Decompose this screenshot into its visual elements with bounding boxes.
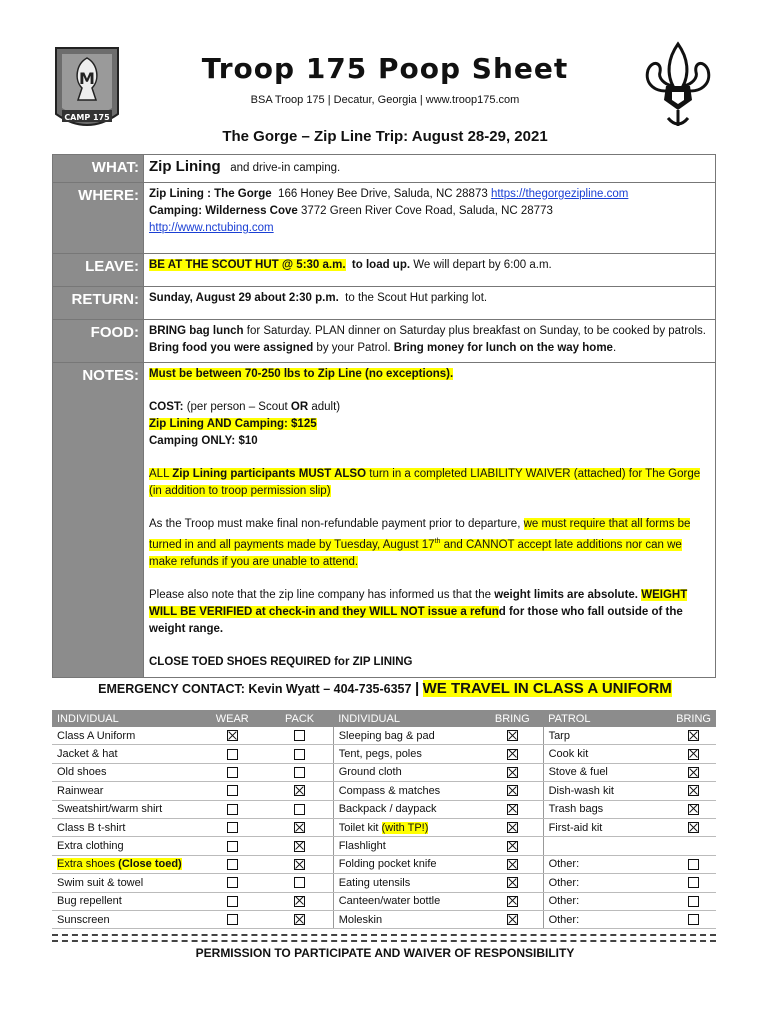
food-t3: .	[612, 342, 617, 354]
col-individual-2: INDIVIDUAL	[333, 710, 481, 727]
camping-name: Camping: Wilderness Cove	[149, 205, 298, 217]
item-label: Moleskin	[338, 913, 383, 926]
table-row	[52, 763, 716, 781]
food-t2: by your Patrol.	[316, 342, 391, 354]
bring-checkbox[interactable]	[507, 749, 518, 760]
cost-label: COST:	[149, 401, 184, 413]
bring-cell	[482, 800, 544, 818]
wear-checkbox[interactable]	[227, 841, 238, 852]
wear-checkbox[interactable]	[227, 785, 238, 796]
bring-cell	[482, 892, 544, 910]
wear-cell	[199, 837, 266, 855]
individual-item-2	[333, 818, 481, 836]
gorge-address: 166 Honey Bee Drive, Saluda, NC 28873	[278, 188, 488, 200]
bring-cell	[482, 910, 544, 928]
patrol-item	[543, 745, 671, 763]
patrol-bring-cell	[671, 763, 716, 781]
patrol-item	[543, 727, 671, 745]
camping-address: 3772 Green River Cove Road, Saluda, NC 28773	[301, 205, 553, 217]
wear-checkbox[interactable]	[227, 822, 238, 833]
limit-b: weight limits are absolute.	[494, 588, 639, 601]
price-zip-camping: Zip Lining AND Camping: $125	[149, 418, 317, 430]
waiver-a: ALL	[149, 468, 170, 480]
patrol-bring-cell	[671, 910, 716, 928]
wear-checkbox[interactable]	[227, 804, 238, 815]
wear-cell	[199, 800, 266, 818]
pack-cell	[266, 745, 333, 763]
waiver-b: Zip Lining participants MUST ALSO	[172, 468, 367, 480]
patrol-bring-cell	[671, 745, 716, 763]
wear-checkbox[interactable]	[227, 877, 238, 888]
svg-text:M: M	[79, 69, 95, 88]
table-row	[52, 910, 716, 928]
patrol-item	[543, 763, 671, 781]
item-label: Flashlight	[338, 840, 386, 853]
what-label: WHAT:	[53, 155, 144, 183]
pack-cell	[266, 818, 333, 836]
pack-cell	[266, 837, 333, 855]
bring-cell	[482, 727, 544, 745]
bring-cell	[482, 855, 544, 873]
wear-checkbox[interactable]	[227, 767, 238, 778]
pack-cell	[266, 727, 333, 745]
where-label: WHERE:	[53, 183, 144, 254]
wear-cell	[199, 910, 266, 928]
wear-cell	[199, 727, 266, 745]
patrol-bring-checkbox[interactable]	[688, 785, 699, 796]
patrol-bring-checkbox[interactable]	[688, 859, 699, 870]
item-label: Tent, pegs, poles	[338, 748, 422, 761]
pack-cell	[266, 763, 333, 781]
item-label: Old shoes	[57, 766, 107, 779]
price-camping-only: Camping ONLY: $10	[149, 435, 258, 447]
bring-checkbox[interactable]	[507, 822, 518, 833]
payment-c: and CANNOT accept late additions nor can we make refunds if you are unable to attend.	[149, 538, 682, 568]
payment-sup: th	[434, 538, 441, 545]
pack-cell	[266, 874, 333, 892]
patrol-item	[543, 910, 671, 928]
food-t1: for Saturday. PLAN dinner on Saturday plus breakfast on Sunday, to be cooked by patrols.	[246, 325, 706, 337]
bring-cell	[482, 818, 544, 836]
notes-value	[144, 363, 716, 678]
pack-checkbox[interactable]	[294, 841, 305, 852]
packing-checklist	[52, 710, 716, 929]
individual-item	[52, 745, 199, 763]
pack-checkbox[interactable]	[294, 730, 305, 741]
individual-item-2	[333, 782, 481, 800]
col-individual: INDIVIDUAL	[52, 710, 199, 727]
patrol-bring-cell	[671, 855, 716, 873]
pack-checkbox[interactable]	[294, 914, 305, 925]
patrol-label: Trash bags	[548, 803, 604, 816]
item-label: Sunscreen	[57, 913, 110, 926]
item-label: Compass & matches	[338, 784, 441, 797]
page-title: Troop 175 Poop Sheet	[201, 52, 569, 85]
leave-label: LEAVE:	[53, 254, 144, 287]
item-note: (with TP!)	[381, 821, 429, 834]
patrol-bring-cell	[671, 837, 716, 855]
patrol-bring-checkbox[interactable]	[688, 804, 699, 815]
individual-item	[52, 892, 199, 910]
return-value	[144, 287, 716, 320]
patrol-item	[543, 874, 671, 892]
item-label: Folding pocket knife	[338, 858, 437, 871]
limit-a: Please also note that the zip line company has informed us that the	[149, 588, 492, 601]
pack-checkbox[interactable]	[294, 749, 305, 760]
nctubing-link[interactable]: http://www.nctubing.com	[149, 222, 274, 234]
trip-info-table	[52, 154, 716, 678]
patrol-item	[543, 892, 671, 910]
bring-checkbox[interactable]	[507, 859, 518, 870]
individual-item	[52, 818, 199, 836]
emergency-separator: |	[414, 680, 420, 697]
col-wear: WEAR	[199, 710, 266, 727]
item-label: Ground cloth	[338, 766, 402, 779]
wear-checkbox[interactable]	[227, 896, 238, 907]
table-row	[52, 782, 716, 800]
limit-c: WEIGHT WILL BE VERIFIED at check-in and they WILL NOT issue a refun	[149, 588, 688, 618]
what-main: Zip Lining	[149, 158, 221, 175]
table-row	[52, 855, 716, 873]
shoes-requirement: CLOSE TOED SHOES REQUIRED for ZIP LINING	[149, 655, 413, 668]
pack-cell	[266, 892, 333, 910]
wear-checkbox[interactable]	[227, 730, 238, 741]
pack-checkbox[interactable]	[294, 804, 305, 815]
cost-or: OR	[290, 401, 309, 413]
wear-checkbox[interactable]	[227, 914, 238, 925]
individual-item-2	[333, 855, 481, 873]
individual-item	[52, 910, 199, 928]
pack-checkbox[interactable]	[294, 859, 305, 870]
return-label: RETURN:	[53, 287, 144, 320]
permission-title: PERMISSION TO PARTICIPATE AND WAIVER OF RESPONSIBILITY	[195, 946, 575, 960]
bring-cell	[482, 874, 544, 892]
patrol-label: First-aid kit	[548, 821, 603, 834]
payment-a: As the Troop must make final non-refundable payment prior to departure,	[149, 518, 521, 530]
item-label: Rainwear	[57, 784, 104, 797]
limit-d: d for those who fall outside of the weight range.	[149, 605, 683, 635]
what-row	[53, 155, 716, 183]
bring-cell	[482, 782, 544, 800]
cost-text-a: (per person – Scout	[186, 401, 288, 413]
food-b1: BRING bag lunch	[149, 325, 244, 337]
where-row	[53, 183, 716, 254]
individual-item-2	[333, 763, 481, 781]
item-label: Backpack / daypack	[338, 803, 437, 816]
patrol-bring-cell	[671, 727, 716, 745]
return-place: to the Scout Hut parking lot.	[345, 292, 488, 304]
wear-cell	[199, 818, 266, 836]
item-label: Eating utensils	[338, 876, 411, 889]
food-label: FOOD:	[53, 320, 144, 363]
emergency-text: EMERGENCY CONTACT: Kevin Wyatt – 404-735-6357	[98, 682, 412, 696]
waiver-c: turn in a completed LIABILITY WAIVER (attached) for The Gorge (in addition to troop permission slip)	[149, 468, 701, 497]
wear-cell	[199, 855, 266, 873]
pack-checkbox[interactable]	[294, 767, 305, 778]
payment-b: we must require that all forms be turned in and all payments made by Tuesday, August 17	[149, 518, 691, 551]
pack-cell	[266, 910, 333, 928]
leave-row	[53, 254, 716, 287]
individual-item	[52, 727, 199, 745]
item-label: Class B t-shirt	[57, 821, 126, 834]
weight-requirement: Must be between 70-250 lbs to Zip Line (no exceptions).	[149, 368, 454, 380]
bring-checkbox[interactable]	[507, 767, 518, 778]
patrol-label: Other:	[548, 858, 580, 871]
trip-title: The Gorge – Zip Line Trip: August 28-29, 2021	[222, 128, 548, 145]
food-b3: Bring money for lunch on the way home	[393, 342, 613, 354]
table-row	[52, 745, 716, 763]
individual-item	[52, 763, 199, 781]
leave-value	[144, 254, 716, 287]
patrol-bring-cell	[671, 892, 716, 910]
patrol-bring-checkbox[interactable]	[688, 896, 699, 907]
bring-cell	[482, 745, 544, 763]
subtitle: BSA Troop 175 | Decatur, Georgia | www.troop175.com	[250, 94, 520, 106]
wear-cell	[199, 763, 266, 781]
patrol-item	[543, 818, 671, 836]
item-label: Canteen/water bottle	[338, 895, 441, 908]
pack-cell	[266, 800, 333, 818]
item-label: Extra shoes	[57, 858, 116, 871]
pack-checkbox[interactable]	[294, 822, 305, 833]
return-time: Sunday, August 29 about 2:30 p.m.	[149, 292, 339, 304]
table-row	[52, 800, 716, 818]
bring-checkbox[interactable]	[507, 804, 518, 815]
individual-item-2	[333, 800, 481, 818]
item-label: Sleeping bag & pad	[338, 729, 435, 742]
wear-cell	[199, 892, 266, 910]
patrol-bring-checkbox[interactable]	[688, 877, 699, 888]
notes-row	[53, 363, 716, 678]
bring-checkbox[interactable]	[507, 841, 518, 852]
table-row	[52, 818, 716, 836]
item-note: (Close toed)	[118, 858, 182, 871]
emergency-contact	[0, 680, 770, 697]
table-row	[52, 837, 716, 855]
col-patrol: PATROL	[543, 710, 671, 727]
table-row	[52, 892, 716, 910]
individual-item	[52, 837, 199, 855]
patrol-bring-checkbox[interactable]	[688, 730, 699, 741]
item-label: Swim suit & towel	[57, 876, 144, 889]
individual-item-2	[333, 745, 481, 763]
item-label: Toilet kit	[338, 821, 379, 834]
patrol-label: Other:	[548, 876, 580, 889]
bring-checkbox[interactable]	[507, 914, 518, 925]
food-row	[53, 320, 716, 363]
patrol-label: Cook kit	[548, 748, 589, 761]
patrol-label: Other:	[548, 895, 580, 908]
return-row	[53, 287, 716, 320]
col-bring: BRING	[482, 710, 544, 727]
what-rest: and drive-in camping.	[230, 162, 341, 174]
checklist-header	[52, 710, 716, 727]
wear-checkbox[interactable]	[227, 859, 238, 870]
patrol-label: Dish-wash kit	[548, 784, 614, 797]
bring-checkbox[interactable]	[507, 730, 518, 741]
individual-item-2	[333, 727, 481, 745]
gorge-name: Zip Lining : The Gorge	[149, 188, 272, 200]
wear-cell	[199, 782, 266, 800]
table-row	[52, 874, 716, 892]
pack-checkbox[interactable]	[294, 896, 305, 907]
item-label: Extra clothing	[57, 840, 124, 853]
patrol-item	[543, 855, 671, 873]
scout-hut-time: BE AT THE SCOUT HUT @ 5:30 a.m.	[149, 259, 346, 271]
item-label: Class A Uniform	[57, 729, 136, 742]
where-value	[144, 183, 716, 254]
what-value	[144, 155, 716, 183]
individual-item	[52, 800, 199, 818]
item-label: Jacket & hat	[57, 748, 118, 761]
bring-checkbox[interactable]	[507, 785, 518, 796]
uniform-notice: WE TRAVEL IN CLASS A UNIFORM	[422, 680, 672, 697]
bring-cell	[482, 837, 544, 855]
pack-checkbox[interactable]	[294, 877, 305, 888]
individual-item	[52, 874, 199, 892]
wear-cell	[199, 874, 266, 892]
pack-cell	[266, 855, 333, 873]
col-patrol-bring: BRING	[671, 710, 716, 727]
individual-item-2	[333, 874, 481, 892]
pack-checkbox[interactable]	[294, 785, 305, 796]
individual-item	[52, 782, 199, 800]
patrol-bring-cell	[671, 800, 716, 818]
patrol-bring-checkbox[interactable]	[688, 749, 699, 760]
patrol-bring-checkbox[interactable]	[688, 822, 699, 833]
patrol-bring-cell	[671, 874, 716, 892]
food-b2: Bring food you were assigned	[149, 342, 314, 354]
notes-label: NOTES:	[53, 363, 144, 678]
patrol-bring-cell	[671, 818, 716, 836]
item-label: Sweatshirt/warm shirt	[57, 803, 163, 816]
col-pack: PACK	[266, 710, 333, 727]
gorge-link[interactable]: https://thegorgezipline.com	[490, 188, 629, 200]
individual-item-2	[333, 837, 481, 855]
bsa-fleur-de-lis-icon	[638, 40, 718, 132]
patrol-bring-checkbox[interactable]	[688, 767, 699, 778]
pack-cell	[266, 782, 333, 800]
bring-cell	[482, 763, 544, 781]
food-value	[144, 320, 716, 363]
individual-item	[52, 855, 199, 873]
wear-cell	[199, 745, 266, 763]
patrol-label: Stove & fuel	[548, 766, 608, 779]
wear-checkbox[interactable]	[227, 749, 238, 760]
bring-checkbox[interactable]	[507, 877, 518, 888]
bring-checkbox[interactable]	[507, 896, 518, 907]
patrol-bring-checkbox[interactable]	[688, 914, 699, 925]
load-up: to load up.	[351, 259, 411, 271]
cost-text-b: adult)	[311, 401, 341, 413]
patrol-label: Tarp	[548, 729, 570, 742]
patrol-item	[543, 782, 671, 800]
individual-item-2	[333, 892, 481, 910]
item-label: Bug repellent	[57, 895, 122, 908]
patrol-label: Other:	[548, 913, 580, 926]
patrol-item	[543, 837, 671, 855]
individual-item-2	[333, 910, 481, 928]
table-row	[52, 727, 716, 745]
patrol-item	[543, 800, 671, 818]
depart-time: We will depart by 6:00 a.m.	[413, 259, 552, 271]
logo-text: CAMP 175	[64, 113, 110, 122]
patrol-bring-cell	[671, 782, 716, 800]
cut-line	[52, 934, 716, 942]
